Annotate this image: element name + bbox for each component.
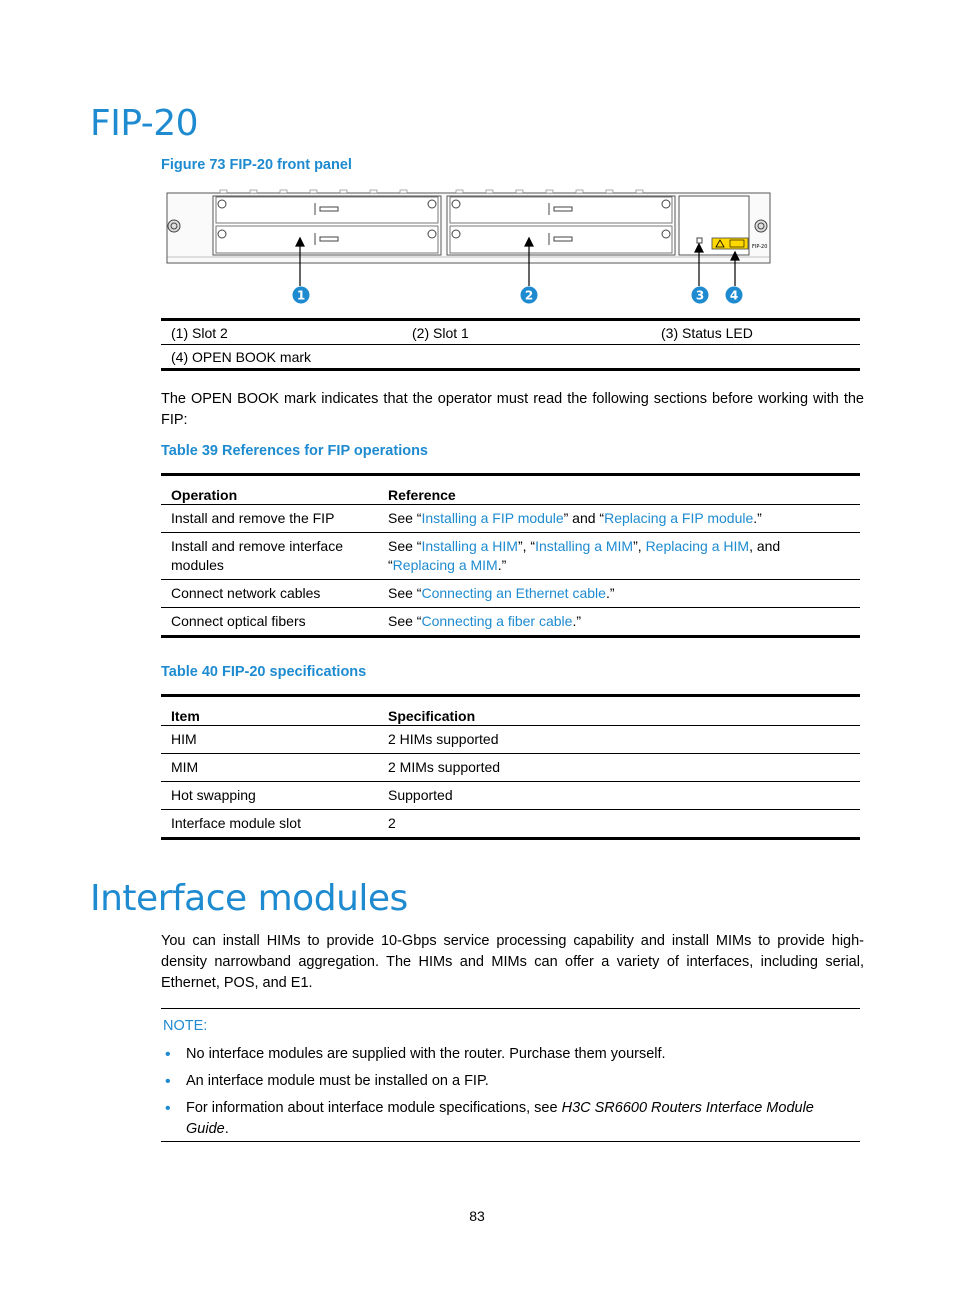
- note-item-text: .: [224, 1121, 229, 1137]
- note-title: NOTE:: [163, 1018, 208, 1034]
- reference-cell: [378, 580, 860, 608]
- operation-cell: Install and remove the FIP: [161, 505, 378, 533]
- reference-cell: [378, 505, 860, 533]
- callout-1-label: 1: [296, 288, 306, 303]
- legend-cell: (2) Slot 1: [412, 324, 469, 341]
- reference-link[interactable]: Replacing a FIP module: [604, 510, 754, 526]
- table40-caption: Table 40 FIP-20 specifications: [161, 664, 367, 680]
- item-cell: HIM: [161, 726, 378, 754]
- reference-text: , and “: [388, 538, 781, 573]
- reference-text: ” and “: [563, 510, 605, 526]
- reference-text: ”, “: [517, 538, 536, 554]
- legend-cell: (1) Slot 2: [171, 324, 228, 341]
- interface-modules-paragraph: You can install HIMs to provide 10-Gbps service processing capability and install MIMs to provide high-density narrowband aggregation. The HIMs and MIMs can offer a variety of interfaces, including serial, Ethernet, POS, and E1.: [161, 933, 864, 991]
- section-title-interface-modules: Interface modules: [90, 878, 408, 919]
- note-item: [161, 1098, 860, 1140]
- page-number: 83: [469, 1208, 485, 1224]
- specification-cell: Supported: [378, 782, 860, 810]
- reference-text: .”: [605, 585, 615, 601]
- table40-header-specification: Specification: [378, 696, 860, 726]
- figure-legend: [161, 318, 860, 371]
- table40-header-item: Item: [161, 696, 378, 726]
- reference-text: .”: [572, 613, 582, 629]
- reference-link[interactable]: Installing a MIM: [535, 538, 634, 554]
- reference-text: See “: [388, 613, 422, 629]
- table39-header-reference: Reference: [378, 475, 860, 505]
- reference-cell: [378, 533, 860, 580]
- panel-label: FIP-20: [752, 244, 768, 250]
- reference-link[interactable]: Installing a HIM: [421, 538, 518, 554]
- figure-caption: Figure 73 FIP-20 front panel: [161, 157, 352, 173]
- intro-paragraph: The OPEN BOOK mark indicates that the operator must read the following sections before working with the FIP:: [161, 391, 864, 428]
- bullet-icon: •: [165, 1073, 171, 1090]
- table-row: [161, 505, 860, 533]
- specification-cell: 2: [388, 815, 396, 831]
- legend-row: [161, 321, 860, 344]
- table40: [161, 694, 860, 840]
- note-item-text: No interface modules are supplied with the router. Purchase them yourself.: [186, 1046, 666, 1062]
- operation-cell: Connect optical fibers: [171, 613, 306, 629]
- legend-row: [161, 344, 860, 368]
- reference-text: See “: [388, 585, 422, 601]
- reference-link[interactable]: Replacing a MIM: [392, 557, 498, 573]
- reference-text: .”: [497, 557, 507, 573]
- note-item-text: For information about interface module specifications, see: [186, 1100, 562, 1116]
- reference-link[interactable]: Installing a FIP module: [421, 510, 564, 526]
- note-box: [161, 1008, 860, 1142]
- reference-text: See “: [388, 510, 422, 526]
- table-row: [161, 533, 860, 580]
- guide-title: H3C SR6600 Routers Interface Module Guide: [186, 1100, 814, 1137]
- reference-text: .”: [753, 510, 762, 526]
- table39-caption: Table 39 References for FIP operations: [161, 443, 428, 459]
- table-row: [161, 608, 860, 637]
- fip20-front-panel-figure: [160, 186, 780, 306]
- specification-cell: 2 HIMs supported: [378, 726, 860, 754]
- note-item: [161, 1071, 860, 1092]
- reference-cell: [378, 608, 860, 637]
- reference-text: See “: [388, 538, 422, 554]
- table39: [161, 473, 860, 638]
- table-row: [161, 782, 860, 810]
- reference-link[interactable]: Connecting an Ethernet cable: [421, 585, 606, 601]
- callout-2-label: 2: [524, 288, 534, 303]
- item-cell: MIM: [161, 754, 378, 782]
- note-item: [161, 1044, 860, 1065]
- item-cell: Hot swapping: [161, 782, 378, 810]
- reference-link[interactable]: Connecting a fiber cable: [421, 613, 573, 629]
- bullet-icon: •: [165, 1046, 171, 1063]
- bullet-icon: •: [165, 1100, 171, 1117]
- reference-text: ”,: [633, 538, 646, 554]
- reference-link[interactable]: Replacing a HIM: [645, 538, 750, 554]
- operation-cell: Install and remove interface modules: [161, 533, 378, 580]
- callout-3-label: 3: [695, 288, 705, 303]
- specification-cell: 2 MIMs supported: [378, 754, 860, 782]
- legend-cell: (4) OPEN BOOK mark: [171, 348, 312, 365]
- section-title-fip20: FIP-20: [90, 103, 199, 144]
- table-row: [161, 580, 860, 608]
- note-item-text: An interface module must be installed on a FIP.: [186, 1073, 489, 1089]
- operation-cell: Connect network cables: [161, 580, 378, 608]
- table-row: [161, 810, 860, 839]
- legend-cell: (3) Status LED: [661, 324, 753, 341]
- table-row: [161, 726, 860, 754]
- table39-header-operation: Operation: [161, 475, 378, 505]
- item-cell: Interface module slot: [171, 815, 301, 831]
- table-row: [161, 754, 860, 782]
- callout-4-label: 4: [729, 288, 739, 303]
- note-list: [161, 1044, 860, 1146]
